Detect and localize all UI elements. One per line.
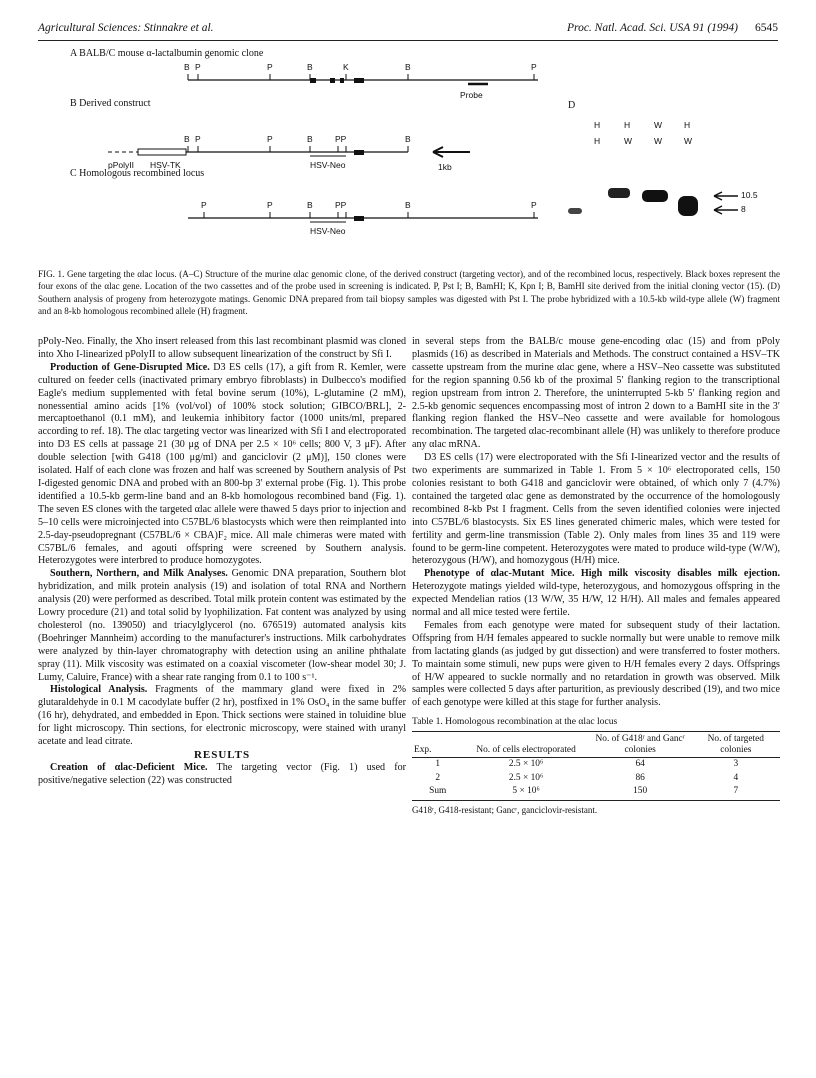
table-cell: 1 — [435, 759, 441, 770]
band-arrow-wt — [714, 192, 738, 200]
paragraph: D3 ES cells (17) were electroporated with the Sfi I-linearized vector and the results of two experiments are summarized in Table 1. From 5 × 10⁶ electroporated cells, 150 colonies resistant to both G418 and ganciclovir were obtained, of which only 7 (4.7%) contained the targeted αlac gene as demonstrated by the occurrence of the homologously recombined 8-kb Pst I fragment. Cells from the seven identified colonies were injected into C57BL/6 blastocysts. Six ES lines generated chimeric males, which were tested for fertility and germ-line transmission (Table 2). Only males from lines 35 and 119 were found to be germ-line competent. Heterozygotes were mated to produce wild-type (W/W), heterozygous (H/W), and homozygous (H/H) mice. — [412, 452, 780, 567]
site-p: P — [195, 134, 201, 144]
panel-c-label: C Homologous recombined locus — [70, 168, 205, 179]
table-cell: 2 — [435, 772, 441, 783]
paragraph-body: The targeting vector (Fig. 1) used for positive/negative selection (22) was constructed — [38, 761, 407, 786]
site-p: P — [267, 200, 273, 210]
table-cell: 3 — [733, 759, 739, 770]
table-1-title: Table 1. Homologous recombination at the αlac locus — [412, 716, 618, 728]
exon-box — [330, 78, 335, 83]
paragraph-body: Heterozygote matings yielded wild-type, heterozygous, and homozygous offspring in the expected Mendelian ratios (13 W/W, 35 H/W, 12 H/H). All males and females appeared normal and all mice tested were fertile. — [412, 581, 780, 619]
paragraph — [38, 362, 406, 569]
site-b: B — [405, 62, 411, 72]
table-row — [412, 785, 780, 799]
figure-caption — [38, 268, 780, 317]
gel-lane-label: H — [624, 120, 631, 130]
site-b: B — [184, 134, 190, 144]
gel-band — [608, 188, 630, 198]
header-rule — [38, 40, 778, 41]
table-row — [412, 772, 780, 786]
table-header-cell: No. of G418ʳ and Gancʳ colonies — [589, 733, 692, 758]
section-heading-results: RESULTS — [193, 749, 251, 761]
site-p: P — [267, 62, 273, 72]
running-header — [38, 22, 778, 38]
paragraph — [38, 684, 406, 749]
hsv-tk-cassette — [138, 149, 186, 155]
paragraph — [38, 762, 406, 788]
paragraph: pPoly-Neo. Finally, the Xho insert released from this last recombinant plasmid was cloned into Xho I-linearized pPolyII to allow subsequent linearization of the construct by Sfi I. — [38, 336, 406, 360]
gel-lane-label: W — [624, 136, 633, 146]
table-header-cell: No. of cells electroporated — [464, 733, 589, 758]
panel-b-label: B Derived construct — [70, 98, 151, 109]
exon-box — [310, 78, 316, 83]
table-cell: 4 — [733, 772, 739, 783]
table-footnote: G418ʳ, G418-resistant; Gancʳ, ganciclovir-resistant. — [412, 804, 598, 815]
run-in-heading: Southern, Northern, and Milk Analyses. — [50, 568, 228, 580]
table-row — [412, 758, 780, 772]
paragraph — [38, 568, 406, 684]
caption-fig-number: FIG. 1. — [38, 269, 65, 279]
panel-d-label: D — [568, 100, 576, 111]
run-in-heading: Creation of αlac-Deficient Mice. — [50, 761, 208, 773]
exon-box — [354, 150, 364, 155]
table-header-cell: Exp. — [412, 733, 464, 758]
band-arrow-h — [714, 206, 738, 214]
header-journal-section: Agricultural Sciences: Stinnakre et al. — [38, 22, 214, 34]
site-b: B — [405, 134, 411, 144]
gel-band — [678, 196, 698, 216]
paragraph — [412, 568, 780, 620]
band-label-h: 8 — [741, 204, 746, 214]
site-pp: PP — [335, 134, 347, 144]
table-cell: 2.5 × 10⁶ — [508, 772, 544, 783]
site-b: B — [405, 200, 411, 210]
paragraph-body: Genomic DNA preparation, Southern blot hybridization, and milk protein analysis (19) and isolation of total RNA and Northern analysis (20) were performed as described. Total milk protein content was estimated by the Lowry procedure (21) and total solid by lyophilization. Fat content was analyzed by using cholesterol (no. 139050) and triacylglycerol (no. 676519) automated analysis kits (Boehringer Mannheim) according to the manufacturer's instructions. Milk carbohydrates were analyzed by thin-layer chromatography with detection using an aniline phthalate spray (11). Milk viscosity was estimated on a coaxial viscometer (low-shear model 30; J. Lumy, Caluire, France) with a shear rate ranging from 0.1 to 100 s⁻¹. — [38, 568, 406, 683]
table-rule — [412, 800, 780, 802]
table-1 — [412, 733, 780, 799]
site-p: P — [531, 200, 537, 210]
gel-lane-label: W — [654, 120, 663, 130]
site-pp: PP — [335, 200, 347, 210]
run-in-heading: Production of Gene-Disrupted Mice. — [50, 361, 210, 373]
exon-box — [354, 216, 364, 221]
paragraph: Females from each genotype were mated for subsequent study of their lactation. Offspring from H/H females appeared to suckle normally but were unable to remove milk from lactating glands (as judged by gut dissection) and were transferred to foster mothers. To maintain some stimuli, new pups were given to H/H females every 2 days. Offsprings of H/W appeared to suckle normally and no retardation in growth was observed. Milk samples were collected 5 days after parturition, as previously described (19), and two mice of each genotype were killed at this stage for further analysis. — [412, 619, 780, 709]
scale-label: 1kb — [438, 162, 452, 172]
page-number: 6545 — [755, 22, 778, 34]
site-p: P — [201, 200, 207, 210]
exon-box — [340, 78, 344, 83]
paragraph-body: Fragments of the mammary gland were fixed in 2% glutaraldehyde in 0.1 M cacodylate buffer (2 hr), postfixed in 1% OsO₄ in the same buffer (16 hr), dehydrated, and embedded in Epon. Thick sections were stained in toluidine blue for light microscopy. Thin sections, for electronic microscopy, were stained with uranyl acetate and lead citrate. — [38, 684, 407, 748]
site-p: P — [531, 62, 537, 72]
exon-box — [354, 78, 364, 83]
band-label-wt: 10.5 — [741, 190, 758, 200]
table-header-cell: No. of targeted colonies — [692, 733, 780, 758]
panel-a-label: A BALB/C mouse α-lactalbumin genomic clone — [70, 48, 264, 59]
run-in-heading: Histological Analysis. — [50, 684, 148, 696]
site-p: P — [267, 134, 273, 144]
probe-label: Probe — [460, 90, 483, 100]
gel-band — [642, 190, 668, 202]
table-cell: Sum — [429, 786, 447, 797]
table-cell: 7 — [733, 786, 739, 797]
table-cell: 2.5 × 10⁶ — [508, 759, 544, 770]
paragraph: in several steps from the BALB/c mouse gene-encoding αlac (15) and from pPoly plasmids (16) as described in Materials and Methods. The construct contained a HSV–TK cassette upstream from the murine αlac gene, where a HSV–Neo cassette was substituted for the region spanning 0.56 kb of the proximal 5′ flanking region to the transcriptional region upstream from intron 2. Therefore, the uninterrupted 5-kb 5′ flanking region and 2.5-kb genomic sequences encompassing most of intron 2 down to a BamHI site in the 3′ flanking region flanked the HSV–Neo cassette and were available for homologous recombination. The targeted αlac-recombinant allele (H) was unlikely to therefore produce any αlac mRNA. — [412, 336, 780, 451]
ppoly-label: pPolyII — [108, 160, 134, 170]
hsv-tk-label: HSV-TK — [150, 160, 181, 170]
site-p: P — [195, 62, 201, 72]
caption-text: Gene targeting the αlac locus. (A–C) Structure of the murine αlac genomic clone, of the derived construct (targeting vector), and of the recombined locus, respectively. Black boxes represent the four exons of the αlac gene. Location of the two cassettes and of the probe used in screening is indicated. P, Pst I; B, BamHI; K, Kpn I; B, BamHI site derived from the initial cloning vector (15). (D) Southern analysis of progeny from heterozygote matings. Genomic DNA prepared from tail biopsy samples was digested with Pst I. The probe hybridized with a 10.5-kb wild-type allele (W) fragment and an 8-kb homologous recombined allele (H) fragment. — [38, 269, 780, 316]
gel-lane-label: H — [684, 120, 691, 130]
gene-map-diagram — [38, 48, 778, 248]
site-b: B — [184, 62, 190, 72]
gel-lane-label: H — [594, 120, 601, 130]
hsv-neo-label: HSV-Neo — [310, 226, 346, 236]
gel-band — [568, 208, 582, 214]
table-cell: 5 × 10⁶ — [512, 786, 540, 797]
paragraph-body: D3 ES cells (17), a gift from R. Kemler, were cultured on feeder cells (inactivated primary embryo fibroblasts) in Dulbecco's modified Eagle's medium supplemented with fetal bovine serum (10%), L-glutamine (2 mM), nonessential amino acids [1% (vol/vol) of 100% stock solution; GIBCO/BRL], 2-mercaptoethanol (0.1 mM), and leukemia inhibitory factor (1000 units/ml, prepared according to ref. 18). The αlac targeting vector was linearized with Sfi I and electroporated into D3 ES cells at passage 21 (30 μg of DNA per 2.5 × 10⁶ cells; 800 V, 3 μF). After double selection [with G418 (100 μg/ml) and ganciclovir (2 μM)], 150 clones were isolated. Half of each clone was frozen and half was screened by Southern analysis of Pst I-digested genomic DNA and probed with an 800-bp 3′ external probe (Fig. 1). This probe identified a 10.5-kb germ-line band and an 8-kb homologous recombined band (Fig. 1). The seven ES clones with the targeted αlac allele were thawed 5 days prior to injection and 5–10 cells were microinjected into C57BL/6 blastocysts which were then reimplanted into 2.5-day-pseudopregnant (C57BL/6 × CBA)F₂ mice. All male chimeras were mated with C57BL/6 females, and agouti offspring were screened by Southern analysis. Heterozygotes were interbred to produce homozygotes. — [38, 361, 406, 567]
gel-lane-label: H — [594, 136, 601, 146]
figure-1 — [38, 48, 778, 248]
run-in-heading: Phenotype of αlac-Mutant Mice. High milk viscosity disables milk ejection. — [424, 568, 780, 580]
gel-lane-label: W — [654, 136, 663, 146]
hsv-neo-label: HSV-Neo — [310, 160, 346, 170]
table-cell: 64 — [635, 759, 645, 770]
table-cell: 86 — [635, 772, 645, 783]
table-header-row — [412, 733, 780, 758]
right-column — [412, 336, 780, 817]
left-column — [38, 336, 406, 788]
table-cell: 150 — [633, 786, 648, 797]
site-b: B — [307, 200, 313, 210]
scale-arrow — [433, 147, 470, 157]
site-b: B — [307, 134, 313, 144]
site-b: B — [307, 62, 313, 72]
site-k: K — [343, 62, 349, 72]
header-citation: Proc. Natl. Acad. Sci. USA 91 (1994) — [567, 22, 738, 34]
gel-lane-label: W — [684, 136, 693, 146]
